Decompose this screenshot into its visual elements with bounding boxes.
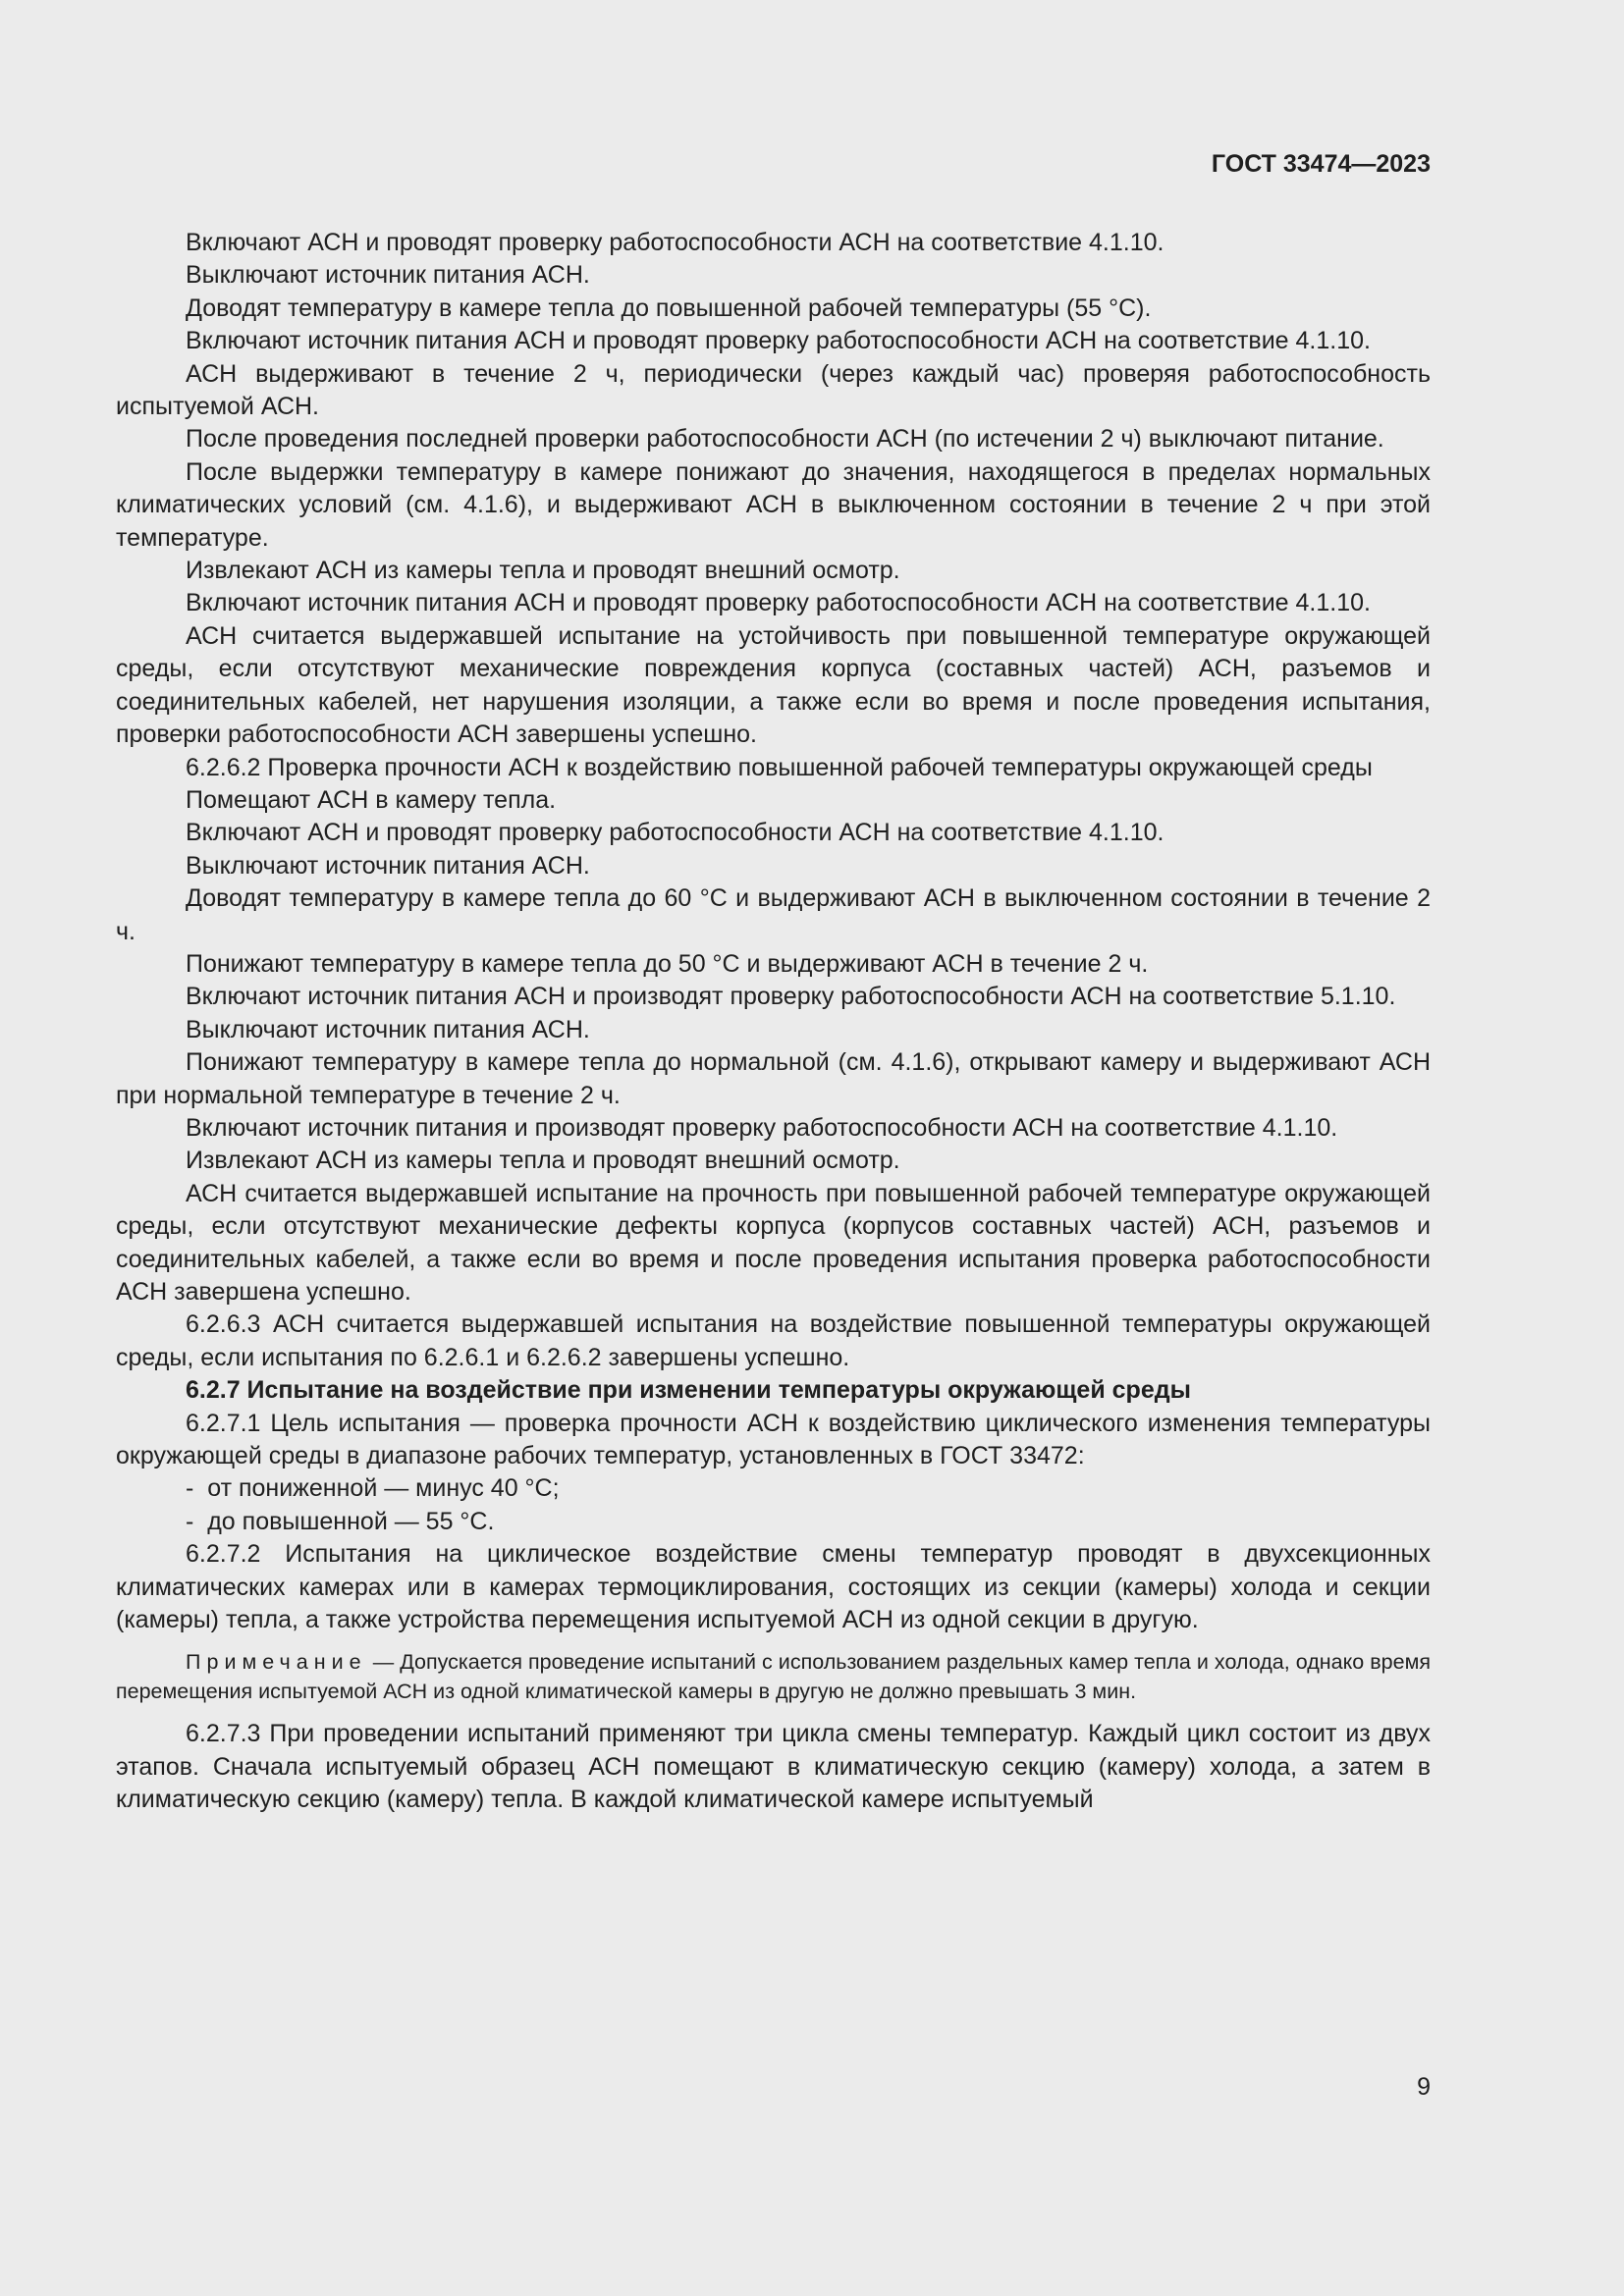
paragraph: 6.2.7.3 При проведении испытаний применяют три цикла смены температур. Каждый цикл состоит из двух этапов. Сначала испытуемый образец АСН помещают в климатическую секцию (камеру) холода, а затем в климатическую секцию (камеру) тепла. В каждой климатической камере испытуемый — [116, 1720, 1431, 1814]
paragraph: Доводят температуру в камере тепла до повышенной рабочей температуры (55 °С). — [186, 294, 1152, 322]
list-item: - до повышенной — 55 °С. — [186, 1507, 495, 1535]
paragraph: АСН выдерживают в течение 2 ч, периодически (через каждый час) проверяя работоспособность испытуемой АСН. — [116, 359, 1431, 421]
page-number: 9 — [1417, 2073, 1431, 2101]
document-header: ГОСТ 33474—2023 — [1211, 150, 1431, 178]
paragraph: Включают источник питания АСН и проводят проверку работоспособности АСН на соответствие 4.1.10. — [186, 327, 1371, 355]
note — [116, 1648, 1431, 1706]
paragraph: 6.2.6.2 Проверка прочности АСН к воздействию повышенной рабочей температуры окружающей среды — [186, 753, 1373, 781]
paragraph: Извлекают АСН из камеры тепла и проводят внешний осмотр. — [186, 557, 900, 585]
section-heading: 6.2.7 Испытание на воздействие при изменении температуры окружающей среды — [186, 1376, 1191, 1405]
paragraph: Доводят температуру в камере тепла до 60 °С и выдерживают АСН в выключенном состоянии в течение 2 ч. — [116, 884, 1431, 945]
paragraph: 6.2.7.2 Испытания на циклическое воздействие смены температур проводят в двухсекционных климатических камерах или в камерах термоциклирования, состоящих из секции (камеры) холода и секции (камеры) тепла, а также устройства перемещения испытуемой АСН из одной секции в другую. — [116, 1540, 1431, 1634]
paragraph: АСН считается выдержавшей испытание на устойчивость при повышенной температуре окружающей среды, если отсутствуют механические повреждения корпуса (составных частей) АСН, разъемов и соединительных кабелей, нет нарушения изоляции, а также если во время и после проведения испытания, проверки работоспособности АСН завершены успешно. — [116, 621, 1431, 749]
note-label: Примечание — [186, 1650, 367, 1675]
paragraph: Включают источник питания АСН и производят проверку работоспособности АСН на соответствие 5.1.10. — [186, 983, 1396, 1011]
document-body — [116, 227, 1431, 1817]
paragraph: Включают АСН и проводят проверку работоспособности АСН на соответствие 4.1.10. — [186, 819, 1164, 847]
paragraph: 6.2.6.3 АСН считается выдержавшей испытания на воздействие повышенной температуры окружающей среды, если испытания по 6.2.6.1 и 6.2.6.2 завершены успешно. — [116, 1310, 1431, 1371]
paragraph: Выключают источник питания АСН. — [186, 851, 590, 880]
paragraph: Извлекают АСН из камеры тепла и проводят внешний осмотр. — [186, 1147, 900, 1175]
note-text: — Допускается проведение испытаний с использованием раздельных камер тепла и холода, однако время перемещения испытуемой АСН из одной климатической камеры в другую не должно превышать 3 мин. — [116, 1650, 1431, 1703]
list-item: - от пониженной — минус 40 °С; — [186, 1474, 560, 1503]
paragraph: 6.2.7.1 Цель испытания — проверка прочности АСН к воздействию циклического изменения температуры окружающей среды в диапазоне рабочих температур, установленных в ГОСТ 33472: — [116, 1409, 1431, 1470]
paragraph: АСН считается выдержавшей испытание на прочность при повышенной рабочей температуре окружающей среды, если отсутствуют механические дефекты корпуса (корпусов составных частей) АСН, разъемов и соединительных кабелей, а также если во время и после проведения испытания проверка работоспособности АСН завершена успешно. — [116, 1179, 1431, 1306]
paragraph: Включают источник питания АСН и проводят проверку работоспособности АСН на соответствие 4.1.10. — [186, 589, 1371, 617]
paragraph: Выключают источник питания АСН. — [186, 1015, 590, 1043]
paragraph: Выключают источник питания АСН. — [186, 261, 590, 290]
paragraph: Понижают температуру в камере тепла до 50 °С и выдерживают АСН в течение 2 ч. — [186, 949, 1149, 978]
paragraph: Включают АСН и проводят проверку работоспособности АСН на соответствие 4.1.10. — [186, 229, 1164, 256]
paragraph: Помещают АСН в камеру тепла. — [186, 785, 557, 814]
paragraph: После проведения последней проверки работоспособности АСН (по истечении 2 ч) выключают питание. — [186, 425, 1384, 454]
paragraph: После выдержки температуру в камере понижают до значения, находящегося в пределах нормальных климатических условий (см. 4.1.6), и выдерживают АСН в выключенном состоянии в течение 2 ч при этой температуре. — [116, 457, 1431, 552]
paragraph: Включают источник питания и производят проверку работоспособности АСН на соответствие 4.1.10. — [186, 1113, 1338, 1142]
paragraph: Понижают температуру в камере тепла до нормальной (см. 4.1.6), открывают камеру и выдерживают АСН при нормальной температуре в течение 2 ч. — [116, 1048, 1431, 1109]
